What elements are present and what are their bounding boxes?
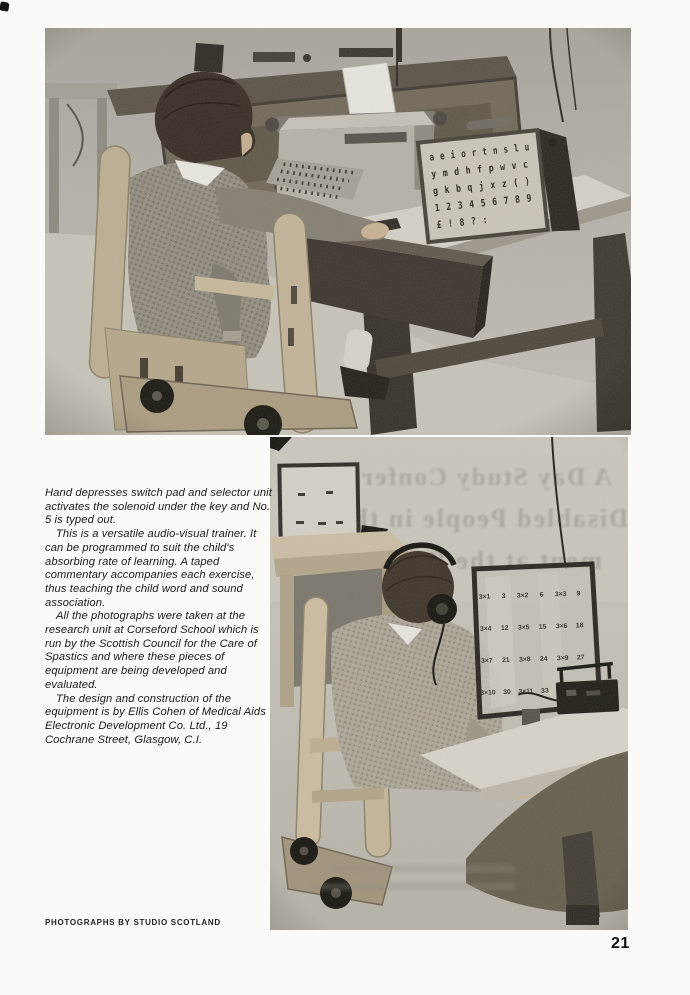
vignette <box>45 28 631 435</box>
caption-paragraph: Hand depresses switch pad and selector unit activates the solenoid under the key and No. 5 is typed out. <box>45 487 272 527</box>
caption-paragraph: The design and construction of the equipment is by Ellis Cohen of Medical Aids Electronic Development Co. Ltd., 19 Cochrane Street, Glasgow, C.I. <box>45 692 266 746</box>
photo-bottom-illustration <box>270 437 628 930</box>
photo-bottom <box>270 437 628 930</box>
caption-paragraph: All the photographs were taken at the research unit at Corseford School which is run by the Scottish Council for the Care of Spastics and where these pieces of equipment are being developed and evaluated. <box>45 610 259 691</box>
photo-top <box>45 28 631 435</box>
caption-paragraph: This is a versatile audio-visual trainer. It can be programmed to suit the child's absorbing rate of learning. A taped commentary accompanies each exercise, thus teaching the child word and sound association. <box>45 528 257 609</box>
photo-top-illustration <box>45 28 631 435</box>
scan-artifact-mark <box>0 1 10 11</box>
photo-credit: PHOTOGRAPHS BY STUDIO SCOTLAND <box>45 918 221 927</box>
caption-block <box>45 487 272 747</box>
vignette <box>270 437 628 930</box>
page-number: 21 <box>611 935 630 952</box>
